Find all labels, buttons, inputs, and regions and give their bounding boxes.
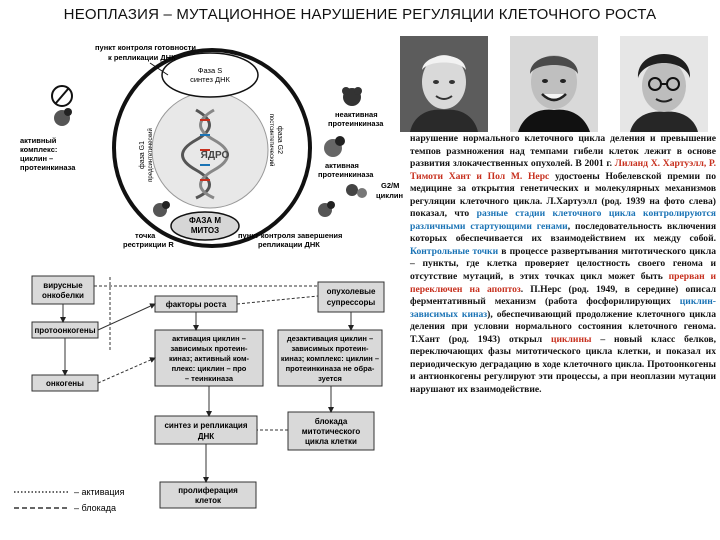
activation-1: активация циклин – [172,334,246,343]
highlight-interrupted: прерван и переключен на апоптоз [410,271,716,295]
dna-synthesis-2: ДНК [197,432,215,441]
active-kinase-icon [324,136,345,157]
activation-2: зависимых протеин- [170,344,248,353]
cell-cycle [20,43,403,249]
active-complex-4: протеинкиназа [20,163,76,172]
deactivation-1: дезактивация циклин – [286,334,374,343]
legend-activation: – активация [74,487,125,497]
inactive-kinase-1: неактивная [335,110,378,119]
proliferation-1: пролиферация [178,486,238,495]
active-complex-1: активный [20,136,57,145]
g2-label: фаза G2 [276,126,283,154]
activation-5: – теинкиназа [184,374,234,383]
mitotic-block-1: блокада [314,417,348,426]
mitotic-block-2: митотического [301,427,361,436]
g1-sub: предсинтетический [148,128,154,182]
left-kinase-icon [54,108,72,126]
protooncogenes-label: протоонкогены [34,326,96,335]
deactivation-5: зуется [318,374,342,383]
g1-label: фаза G1 [139,141,146,169]
growth-factors-label: факторы роста [165,300,227,309]
activation-4: плекс: циклин – про [171,364,247,373]
restriction-point-1: точка [135,231,156,240]
deactivation-3: киназ; комплекс: циклин – [280,354,380,363]
active-complex-3: циклин – [20,154,54,163]
checkpoint-end-1: пункт контроля завершения [238,231,343,240]
photo-hunt [620,36,708,132]
checkpoint-ready-label: пункт контроля готовности [95,43,197,52]
bottom-kinase-icon [153,201,335,217]
dna-synthesis-1: синтез и репликация [164,421,248,430]
g2-sub: постсинтетический [268,113,274,167]
oncosuppressors-1: опухолевые [326,287,376,296]
inactive-kinase-2: протеинкиназа [328,119,384,128]
active-kinase-1: активная [325,161,359,170]
slide-title: НЕОПЛАЗИЯ – МУТАЦИОННОЕ НАРУШЕНИЕ РЕГУЛЯЦИИ КЛЕТОЧНОГО РОСТА [63,6,657,23]
no-entry-slash [56,89,68,103]
oncosuppressors-2: супрессоры [326,298,376,307]
g2m-cyclin: циклин [376,191,403,200]
highlight-start-genes: разные стадии клеточного цикла контролируются различными стартующими генами [410,208,716,232]
g2m-cyclin-icon [346,184,367,198]
proliferation-2: клеток [194,496,222,505]
phase-m-label: ФАЗА М [188,216,222,225]
activation-3: киназ; активный ком- [168,354,250,363]
viral-oncoproteins-2: онкобелки [42,291,84,300]
phase-s-sub: синтез ДНК [190,75,230,84]
phase-s-label: Фаза S [197,66,223,75]
highlight-cyclins: циклины [550,333,592,345]
g2m-label: G2/M [381,181,400,190]
nucleus-label: ЯДРО [200,150,230,161]
active-complex-2: комплекс: [20,145,58,154]
deactivation-2: зависимых протеин- [291,344,369,353]
highlight-nobel-names: Лиланд Х. Хартуэлл, Р. Тимоти Хант и Пол М. Нерс [410,158,716,182]
highlight-checkpoints: Контрольные точки [410,245,499,257]
legend-block: – блокада [74,503,117,513]
oncogenes-label: онкогены [46,379,84,388]
article-text: нарушение нормального клеточного цикла деления и превышение темпов размножения над темпами гибели клеток лежит в основе развития злокачественных опухолей. В 2001 г. Лиланд Х. Хартуэлл, Р. Тимоти Хант и Пол М. Нерс удостоены Нобелевской премии по медицине за открытия генетических и молекулярных механизмов регуляции клеточного цикла. Л.Хартуэлл (род. 1939 на фото слева) показал, что разные стадии клеточного цикла контролируются различными стартующими генами, последовательность включения которых обеспечивается их взаимодействием их между собой. Контрольные точки в процессе развертывания митотического цикла – пункты, где клетка проверяет целостность своего генома и отсутствие мутаций, в этих точках цикл может быть прерван и переключен на апоптоз. П.Нерс (род. 1949, в середине) описал ферментативный механизм (работа фосфорилирующих циклин-зависимых киназ), обеспечивающий продолжение клеточного цикла деления при условии нормального состояния клеточного генома. Т.Хант (род. 1943) открыл циклины – новый класс белков, переключающих фазы митотического цикла клетки, и показал их периодическую деградацию в ходе клеточного цикла. Протоонкогены и антионкогены регулируют эти процессы, а при неоплазии мутации нарушают их взаимодействие. [410,133,717,395]
viral-oncoproteins-1: вирусные [43,281,83,290]
photo-nurse [510,36,598,132]
highlight-cdk: циклин-зависимых киназ [410,296,716,320]
checkpoint-end-2: репликации ДНК [258,240,320,249]
phase-m-sub: МИТОЗ [190,226,220,235]
photo-hartwell [400,36,488,132]
inactive-kinase-icon [342,87,362,106]
regulation-scheme [14,276,384,513]
deactivation-4: протеинкиназа не обра- [285,364,375,373]
restriction-point-2: рестрикции R [123,240,174,249]
mitotic-block-3: цикла клетки [305,437,357,446]
checkpoint-ready-label-2: к репликации ДНК [108,53,176,62]
active-kinase-2: протеинкиназа [318,170,374,179]
